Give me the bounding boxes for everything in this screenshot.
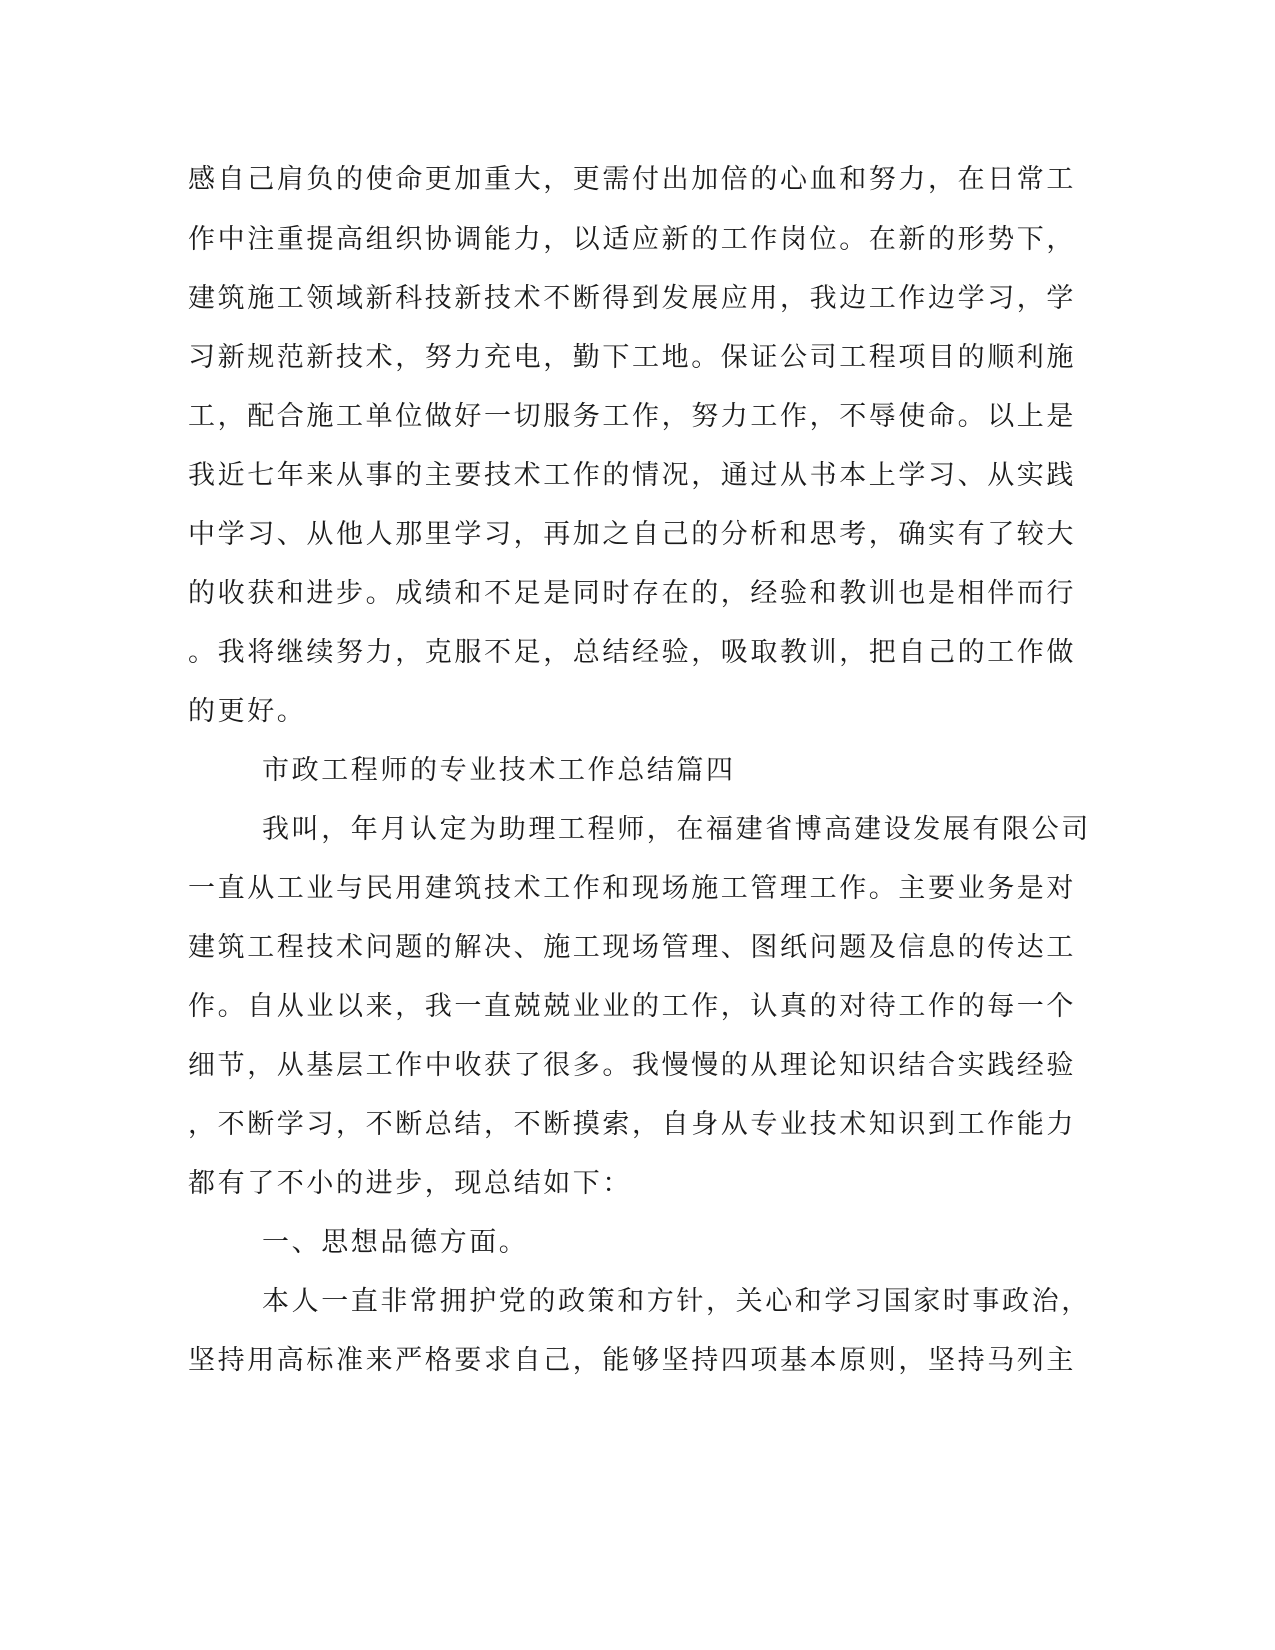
text-line: 建筑工程技术问题的解决、施工现场管理、图纸问题及信息的传达工 [188, 932, 1076, 963]
section-heading: 市政工程师的专业技术工作总结篇四 [262, 755, 736, 786]
text-line: 我近七年来从事的主要技术工作的情况，通过从书本上学习、从实践 [188, 460, 1076, 491]
text-line: 习新规范新技术，努力充电，勤下工地。保证公司工程项目的顺利施 [188, 342, 1076, 373]
text-line: 中学习、从他人那里学习，再加之自己的分析和思考，确实有了较大 [188, 519, 1076, 550]
text-line: ，不断学习，不断总结，不断摸索，自身从专业技术知识到工作能力 [188, 1109, 1076, 1140]
text-line: 的收获和进步。成绩和不足是同时存在的，经验和教训也是相伴而行 [188, 578, 1076, 609]
text-line: 坚持用高标准来严格要求自己，能够坚持四项基本原则，坚持马列主 [188, 1345, 1076, 1376]
text-line: 本人一直非常拥护党的政策和方针，关心和学习国家时事政治， [262, 1286, 1091, 1317]
text-line: 都有了不小的进步，现总结如下： [188, 1168, 632, 1199]
text-line: 建筑施工领域新科技新技术不断得到发展应用，我边工作边学习，学 [188, 283, 1076, 314]
text-line: 作。自从业以来，我一直兢兢业业的工作，认真的对待工作的每一个 [188, 991, 1076, 1022]
text-line: 一直从工业与民用建筑技术工作和现场施工管理工作。主要业务是对 [188, 873, 1076, 904]
subsection-heading: 一、思想品德方面。 [262, 1227, 529, 1258]
text-line: 工，配合施工单位做好一切服务工作，努力工作，不辱使命。以上是 [188, 401, 1076, 432]
text-line: 感自己肩负的使命更加重大，更需付出加倍的心血和努力，在日常工 [188, 164, 1076, 195]
text-line: 我叫，年月认定为助理工程师，在福建省博高建设发展有限公司 [262, 814, 1091, 845]
text-line: 作中注重提高组织协调能力，以适应新的工作岗位。在新的形势下， [188, 224, 1076, 255]
text-line: 细节，从基层工作中收获了很多。我慢慢的从理论知识结合实践经验 [188, 1050, 1076, 1081]
text-line: 的更好。 [188, 696, 307, 727]
text-line: 。我将继续努力，克服不足，总结经验，吸取教训，把自己的工作做 [188, 637, 1076, 668]
